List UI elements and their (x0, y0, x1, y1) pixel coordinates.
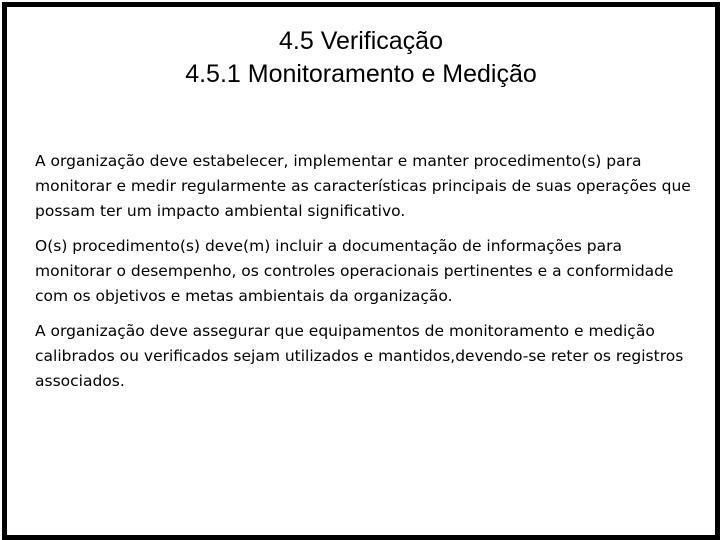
slide-frame (2, 2, 720, 540)
slide-body (35, 149, 695, 404)
body-paragraph-1: A organização deve estabelecer, implementar e manter procedimento(s) para monitorar e medir regularmente as características principais de suas operações que possam ter um impacto ambiental significativo. (35, 152, 691, 220)
body-paragraph-2: O(s) procedimento(s) deve(m) incluir a documentação de informações para monitorar o desempenho, os controles operacionais pertinentes e a conformidade com os objetivos e metas ambientais da organização. (35, 237, 674, 305)
subsection-heading: 4.5.1 Monitoramento e Medição (185, 60, 537, 88)
body-paragraph-3: A organização deve assegurar que equipamentos de monitoramento e medição calibrados ou verificados sejam utilizados e mantidos,devendo-se reter os registros associados. (35, 322, 684, 390)
section-heading: 4.5 Verificação (279, 27, 443, 55)
slide-title (7, 25, 715, 91)
